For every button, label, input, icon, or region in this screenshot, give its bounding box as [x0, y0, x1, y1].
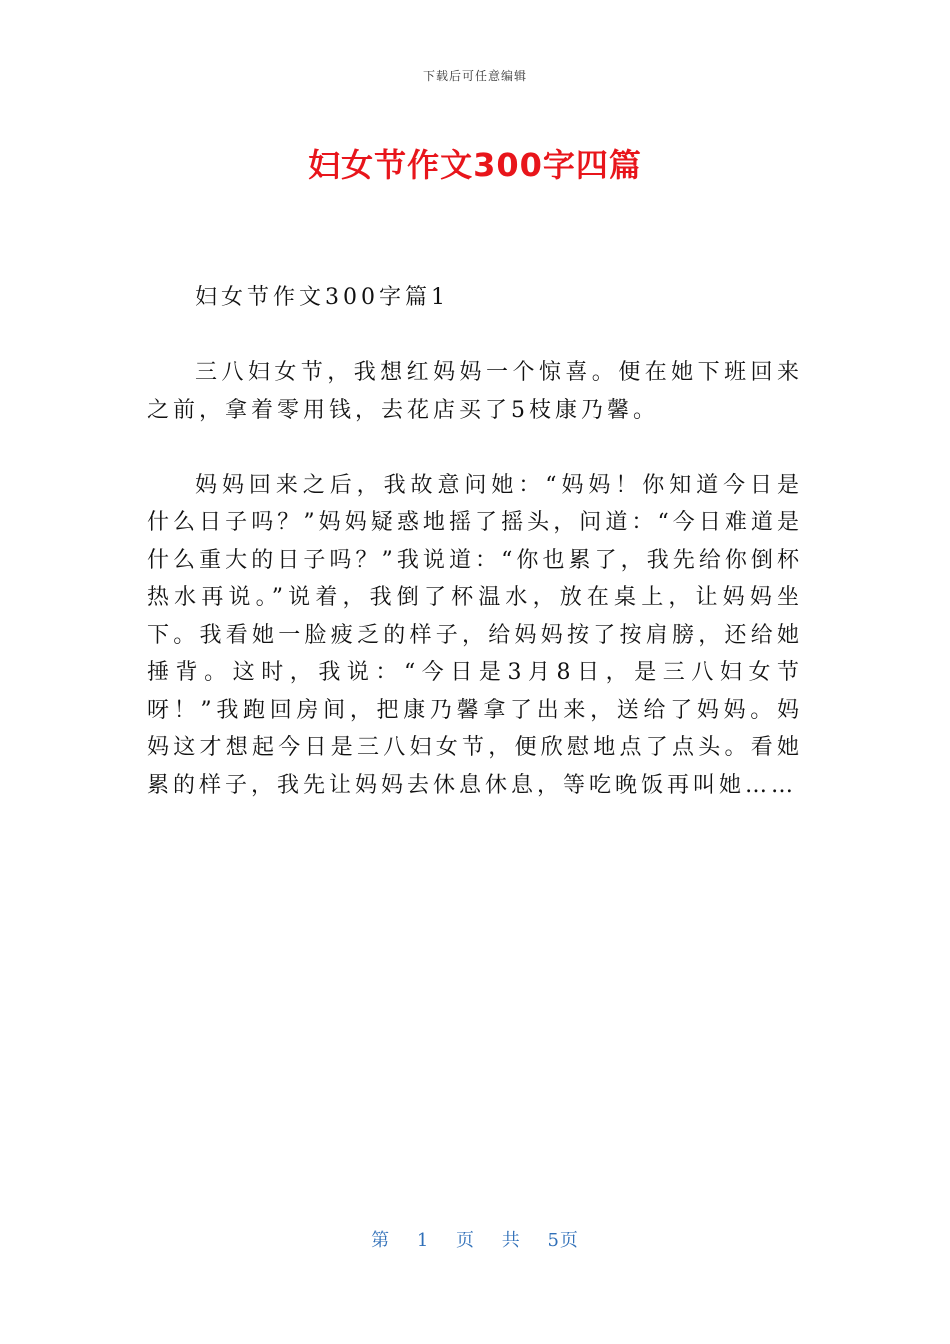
document-title: 妇女节作文300字四篇: [308, 146, 642, 184]
header-note: 下载后可任意编辑: [422, 69, 527, 83]
footer-prefix: 第: [371, 1230, 391, 1251]
paragraph-1: 三八妇女节，我想红妈妈一个惊喜。便在她下班回来之前，拿着零用钱，去花店买了5枝康乃馨。: [147, 360, 803, 423]
section-heading: 妇女节作文300字篇1: [195, 285, 449, 310]
page-footer: [0, 1226, 950, 1252]
footer-current-page: 1: [416, 1230, 430, 1251]
footer-page-word: 页: [456, 1230, 475, 1251]
footer-total-prefix: 共: [501, 1230, 521, 1251]
paragraph-2: 妈妈回来之后，我故意问她：“妈妈！你知道今日是什么日子吗？”妈妈疑惑地摇了摇头，问道：“今日难道是什么重大的日子吗？”我说道：“你也累了，我先给你倒杯热水再说。”说着，我倒了杯温水，放在桌上，让妈妈坐下。我看她一脸疲乏的样子，给妈妈按了按肩膀，还给她捶背。这时，我说：“今日是3月8日，是三八妇女节呀！”我跑回房间，把康乃馨拿了出来，送给了妈妈。妈妈这才想起今日是三八妇女节，便欣慰地点了点头。看她累的样子，我先让妈妈去休息休息，等吃晚饭再叫她……: [147, 472, 803, 798]
footer-total-pages: 5页: [547, 1230, 579, 1251]
document-body: [147, 279, 803, 842]
